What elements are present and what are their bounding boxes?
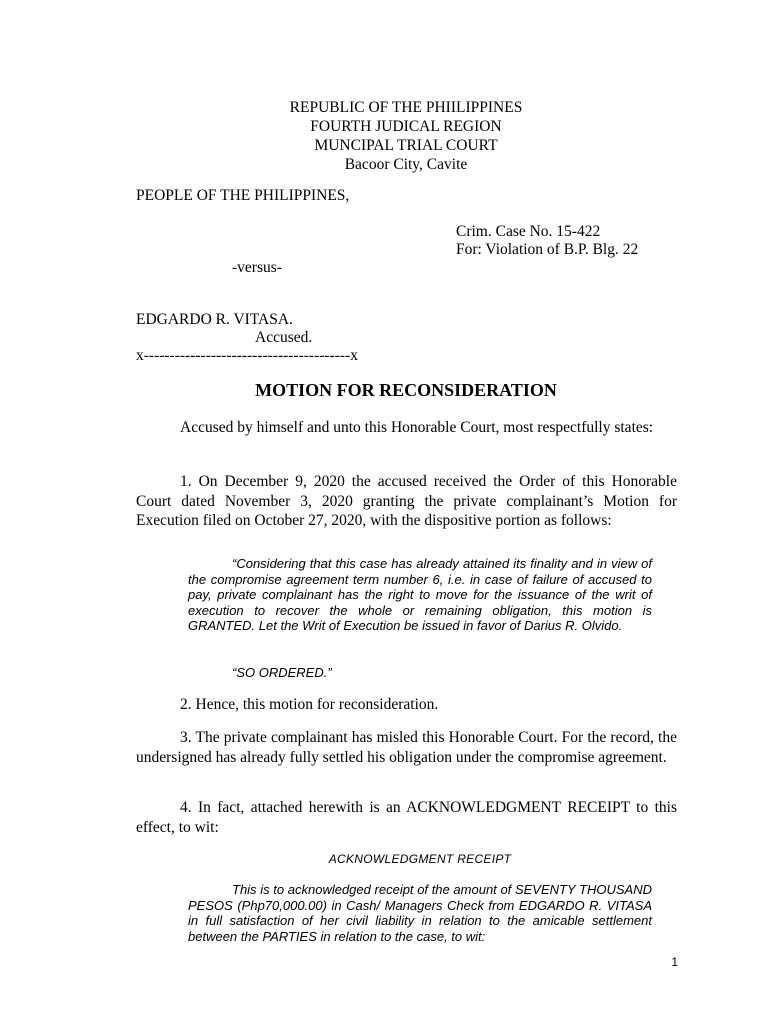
versus-label: -versus- [232,259,282,276]
caption-separator: x----------------------------------------x [136,347,358,364]
page-number: 1 [671,955,678,969]
case-number: Crim. Case No. 15-422 [456,223,601,240]
order-quote-text: “Considering that this case has already attained its finality and in view of the compromise agreement term number 6, i.e. in case of failure of accused to pay, private complainant has the right to move for the issuance of the writ of execution to recover the whole or remaining obligation, this motion is GRANTED. Let the Writ of Execution be issued in favor of Darius R. Olvido. [188,556,652,633]
intro-paragraph [136,418,677,438]
paragraph-1-text: 1. On December 9, 2020 the accused received the Order of this Honorable Court dated November 3, 2020 granting the private complainant’s Motion for Execution filed on October 27, 2020, with the dispositive portion as follows: [136,473,677,529]
receipt-title: ACKNOWLEDGMENT RECEIPT [328,852,512,866]
header-region: FOURTH JUDICAL REGION [310,118,502,135]
order-quote [188,556,652,634]
receipt-body [188,882,652,944]
paragraph-2-text: 2. Hence, this motion for reconsideration. [180,696,439,713]
accused-name: EDGARDO R. VITASA. [136,311,293,328]
case-offense: For: Violation of B.P. Blg. 22 [456,241,639,258]
paragraph-1 [136,472,677,531]
header-republic: REPUBLIC OF THE PHIILIPPINES [289,99,523,116]
plaintiff-name: PEOPLE OF THE PHILIPPINES, [136,187,350,204]
paragraph-4-text: 4. In fact, attached herewith is an ACKNOWLEDGMENT RECEIPT to this effect, to wit: [136,799,677,836]
receipt-body-text: This is to acknowledged receipt of the amount of SEVENTY THOUSAND PESOS (Php70,000.00) in Cash/ Managers Check from EDGARDO R. VITASA in full satisfaction of her civil liability in relation to the amicable settlement between the PARTIES in relation to the case, to wit: [188,882,652,944]
accused-label: Accused. [255,329,313,346]
paragraph-2 [136,695,677,715]
document-title: MOTION FOR RECONSIDERATION [255,380,557,400]
paragraph-4 [136,798,677,837]
court-header [136,98,676,174]
paragraph-3-text: 3. The private complainant has misled this Honorable Court. For the record, the undersigned has already fully settled his obligation under the compromise agreement. [136,729,677,766]
paragraph-3 [136,728,677,767]
intro-text: Accused by himself and unto this Honorable Court, most respectfully states: [180,419,654,436]
header-city: Bacoor City, Cavite [344,156,468,173]
header-court: MUNCIPAL TRIAL COURT [314,137,498,154]
so-ordered: “SO ORDERED.” [232,665,332,680]
